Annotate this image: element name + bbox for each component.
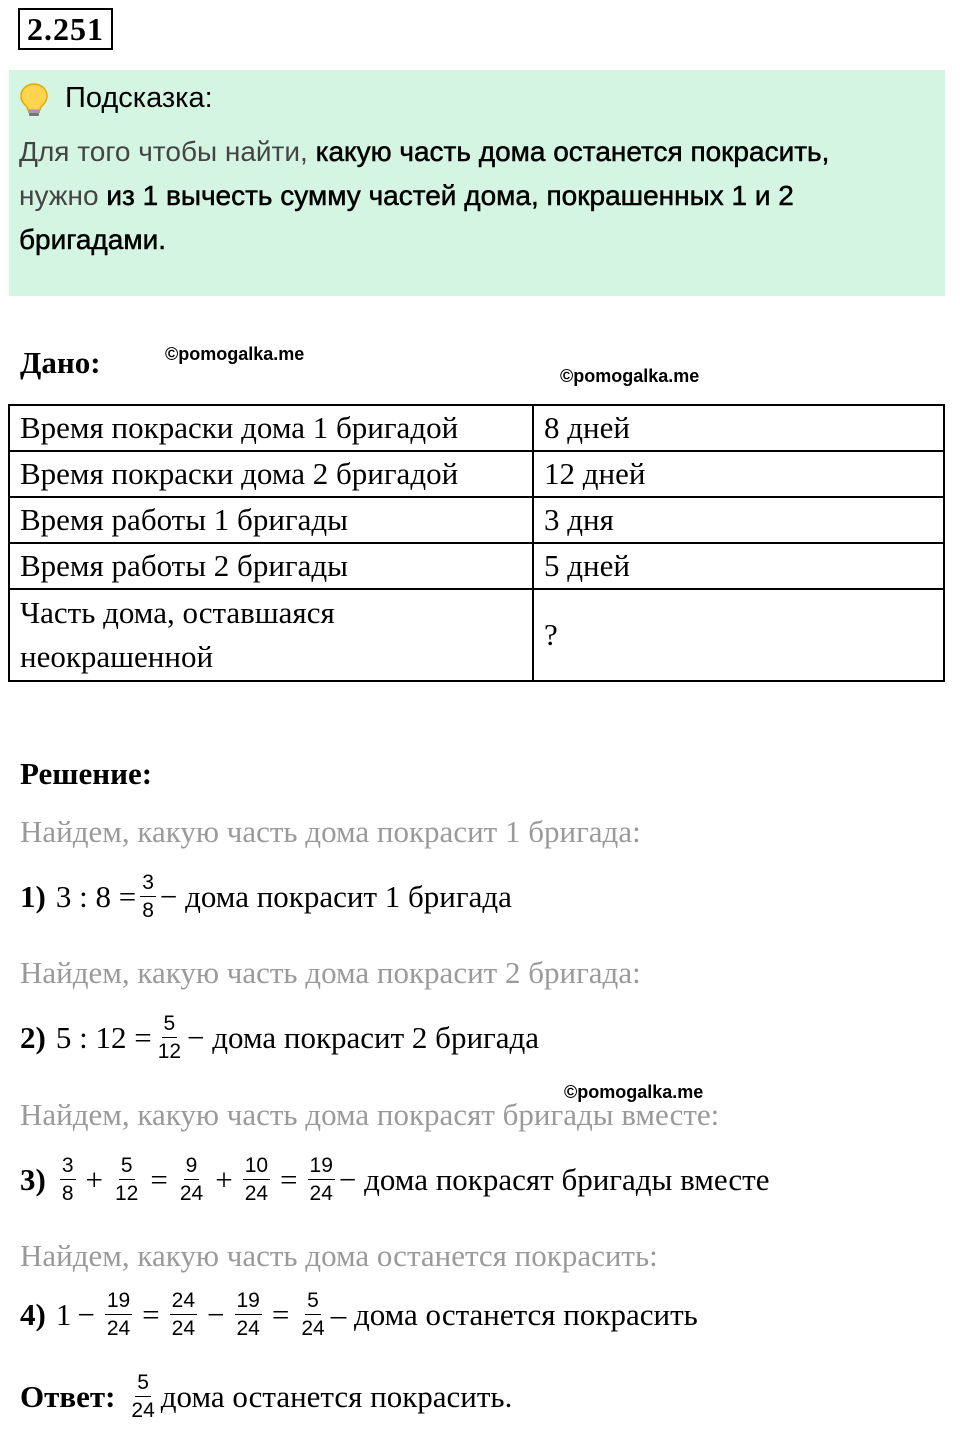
table-cell-label: Время работы 1 бригады xyxy=(9,497,533,543)
equals-sign: = xyxy=(142,1297,160,1332)
watermark: ©pomogalka.me xyxy=(560,366,700,386)
denominator: 12 xyxy=(157,1040,182,1063)
denominator: 24 xyxy=(171,1317,196,1340)
hint-bold-part: какую часть дома останется покрасить, xyxy=(315,136,830,167)
fraction xyxy=(299,1290,326,1340)
table-cell-value: 8 дней xyxy=(533,405,944,451)
step-text: − дома покрасят бригады вместе xyxy=(338,1162,770,1197)
hint-box xyxy=(9,70,945,296)
step-number: 2) xyxy=(20,1020,46,1055)
table-cell-value: 12 дней xyxy=(533,451,944,497)
table-cell-value: ? xyxy=(533,589,944,681)
answer xyxy=(20,1372,512,1422)
denominator: 24 xyxy=(301,1317,325,1340)
equals-sign: = xyxy=(150,1162,168,1197)
fraction xyxy=(105,1290,132,1340)
numerator: 5 xyxy=(162,1013,178,1038)
numerator: 9 xyxy=(184,1155,200,1180)
given-label: Дано: xyxy=(20,345,101,380)
fraction xyxy=(129,1372,156,1422)
fraction xyxy=(235,1290,262,1340)
solution-step-4 xyxy=(20,1290,698,1340)
hint-text xyxy=(19,130,939,262)
table-cell-label: Время покраски дома 2 бригадой xyxy=(9,451,533,497)
given-table xyxy=(8,404,945,682)
numerator: 10 xyxy=(243,1155,270,1180)
table-row xyxy=(9,451,944,497)
solution-note: Найдем, какую часть дома покрасит 2 бригада: xyxy=(20,955,641,990)
numerator: 19 xyxy=(105,1290,132,1315)
solution-label: Решение: xyxy=(20,756,153,791)
numerator: 5 xyxy=(135,1372,151,1397)
numerator: 19 xyxy=(235,1290,262,1315)
table-cell-value: 5 дней xyxy=(533,543,944,589)
solution-note: Найдем, какую часть дома покрасят бригады вместе: xyxy=(20,1097,720,1132)
fraction xyxy=(308,1155,335,1205)
denominator: 8 xyxy=(61,1182,74,1205)
equals-sign: = xyxy=(271,1297,290,1332)
step-text: − дома покрасит 2 бригада xyxy=(187,1020,540,1055)
table-row xyxy=(9,497,944,543)
hint-text-part: Для того чтобы найти, xyxy=(19,136,316,167)
hint-text-part: нужно xyxy=(19,180,107,211)
plus-sign: + xyxy=(85,1162,103,1197)
table-cell-value: 3 дня xyxy=(533,497,944,543)
hint-bold-part: из 1 вычесть сумму частей дома, покрашенных 1 и 2 бригадами. xyxy=(19,180,794,255)
number-one: 1 xyxy=(55,1297,72,1332)
watermark: ©pomogalka.me xyxy=(165,344,305,364)
minus-sign: − xyxy=(207,1297,225,1332)
step-number: 3) xyxy=(20,1162,46,1197)
numerator: 3 xyxy=(140,872,156,897)
answer-label: Ответ: xyxy=(20,1379,116,1414)
answer-text: дома останется покрасить. xyxy=(160,1379,513,1414)
lightbulb-icon xyxy=(19,82,49,118)
fraction xyxy=(170,1290,197,1340)
plus-sign: + xyxy=(215,1162,233,1197)
denominator: 24 xyxy=(309,1182,333,1205)
denominator: 24 xyxy=(236,1317,260,1340)
table-cell-label: Часть дома, оставшаяся неокрашенной xyxy=(9,589,533,681)
fraction xyxy=(243,1155,270,1205)
table-cell-label: Время покраски дома 1 бригадой xyxy=(9,405,533,451)
denominator: 24 xyxy=(244,1182,269,1205)
table-row xyxy=(9,589,944,681)
step-text: – дома останется покрасить xyxy=(330,1297,698,1332)
solution-step-1 xyxy=(20,872,512,922)
solution-step-3 xyxy=(20,1155,769,1205)
fraction xyxy=(140,872,156,922)
watermark: ©pomogalka.me xyxy=(564,1082,704,1102)
step-text: − дома покрасит 1 бригада xyxy=(159,879,512,914)
table-row xyxy=(9,543,944,589)
equals-sign: = xyxy=(280,1162,298,1197)
task-number: 2.251 xyxy=(18,8,113,50)
step-expression: 3 : 8 = xyxy=(55,879,137,914)
minus-sign: − xyxy=(77,1297,95,1332)
fraction xyxy=(113,1155,140,1205)
denominator: 24 xyxy=(131,1399,155,1422)
step-number: 1) xyxy=(20,879,46,914)
denominator: 24 xyxy=(106,1317,131,1340)
fraction xyxy=(60,1155,76,1205)
numerator: 19 xyxy=(308,1155,335,1180)
fraction xyxy=(178,1155,205,1205)
solution-note: Найдем, какую часть дома останется покрасить: xyxy=(20,1238,658,1273)
numerator: 5 xyxy=(305,1290,321,1315)
solution-step-2 xyxy=(20,1013,539,1063)
table-row xyxy=(9,405,944,451)
numerator: 3 xyxy=(60,1155,76,1180)
hint-title: Подсказка: xyxy=(65,82,213,114)
solution-note: Найдем, какую часть дома покрасит 1 бригада: xyxy=(20,814,641,849)
denominator: 8 xyxy=(142,899,154,922)
denominator: 24 xyxy=(179,1182,204,1205)
table-cell-label: Время работы 2 бригады xyxy=(9,543,533,589)
step-number: 4) xyxy=(20,1297,46,1332)
fraction xyxy=(156,1013,183,1063)
step-expression: 5 : 12 = xyxy=(55,1020,152,1055)
numerator: 24 xyxy=(170,1290,197,1315)
numerator: 5 xyxy=(119,1155,135,1180)
denominator: 12 xyxy=(115,1182,139,1205)
